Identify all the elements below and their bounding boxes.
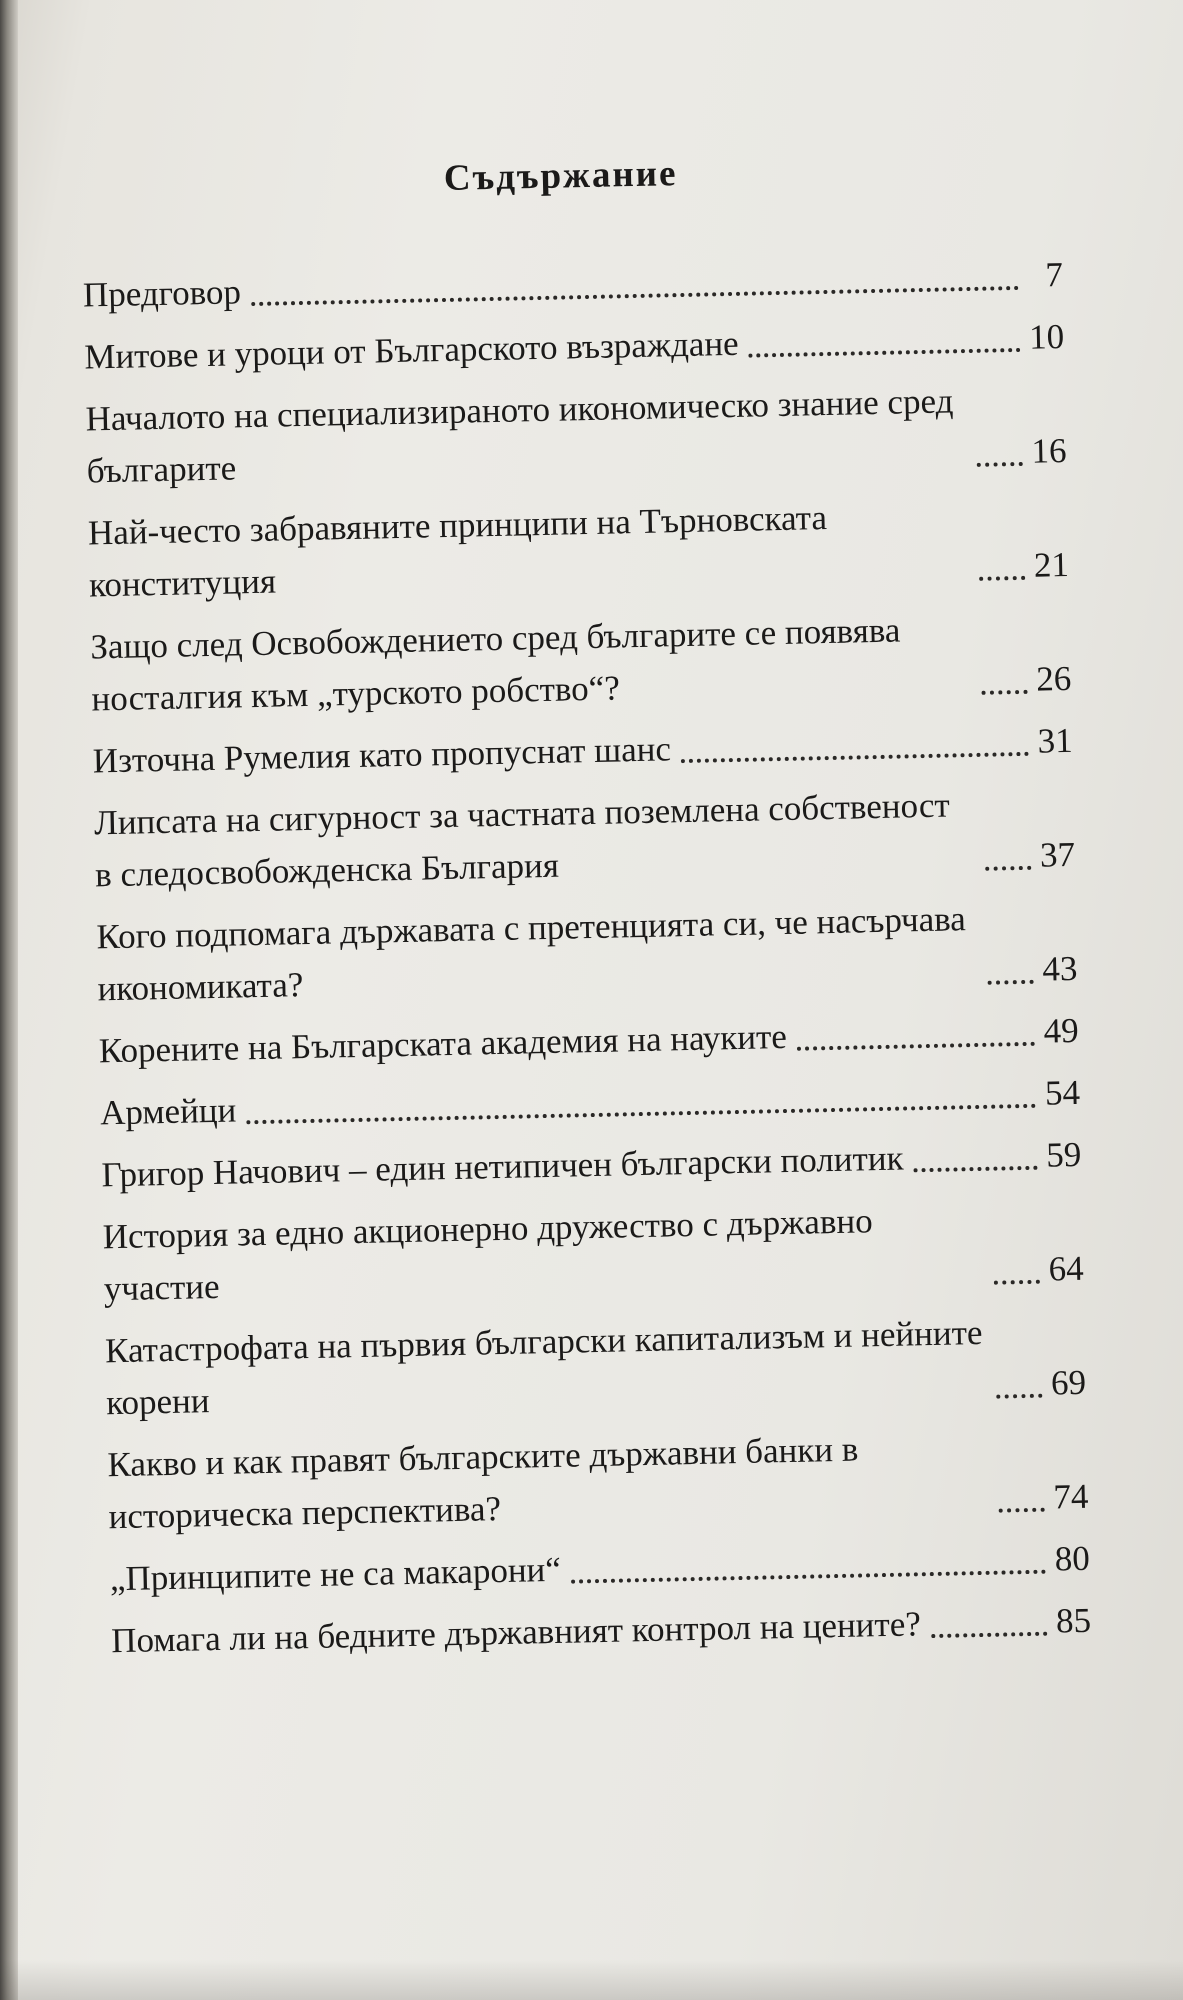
toc-entry — [92, 715, 1073, 788]
toc-dot-leader — [999, 1508, 1045, 1513]
toc-entry — [107, 1419, 1089, 1544]
toc-entry — [83, 249, 1064, 322]
toc-entry-page: 26 — [1035, 658, 1072, 699]
toc-entry-page: 21 — [1033, 544, 1070, 585]
toc-entry-page: 59 — [1045, 1134, 1082, 1175]
toc-dot-leader — [914, 1166, 1038, 1173]
toc-entry-page: 54 — [1044, 1072, 1081, 1113]
toc-entry — [87, 487, 1069, 612]
toc-entry — [94, 777, 1076, 902]
toc-entry — [96, 891, 1078, 1016]
toc-entry-title: Най-често забравяните принципи на Търновската конституция — [87, 498, 828, 605]
toc-entry-page: 7 — [1044, 255, 1064, 295]
toc-entry — [111, 1595, 1092, 1668]
toc-dot-leader — [797, 1042, 1035, 1051]
toc-dot-leader — [977, 462, 1023, 467]
toc-entry-page: 80 — [1054, 1538, 1091, 1579]
page-binding-shadow — [0, 0, 18, 2000]
toc-entry — [101, 1129, 1082, 1202]
toc-entry-page: 10 — [1028, 317, 1065, 357]
toc-list — [83, 249, 1092, 1677]
toc-entry — [90, 601, 1072, 726]
toc-entry — [85, 373, 1067, 498]
toc-entry — [105, 1305, 1087, 1430]
toc-entry — [84, 311, 1065, 384]
toc-entry-title: Митове и уроци от Българското възраждане — [83, 323, 740, 377]
toc-entry-title: Катастрофата на първия български капитализъм и нейните корени — [104, 1312, 983, 1423]
toc-entry-page: 85 — [1055, 1600, 1092, 1641]
toc-entry-page: 37 — [1039, 834, 1076, 875]
toc-entry-title: Източна Румелия като пропуснат шанс — [92, 729, 672, 781]
toc-entry-page: 16 — [1031, 430, 1067, 471]
toc-entry-title: „Принципите не са макарони“ — [109, 1549, 562, 1599]
toc-entry-title: Григор Начович – един нетипичен български политик — [101, 1138, 904, 1195]
toc-content — [60, 129, 1092, 1661]
toc-entry-page: 31 — [1037, 720, 1073, 761]
toc-entry-page: 43 — [1041, 948, 1078, 989]
toc-dot-leader — [996, 1394, 1042, 1399]
toc-entry-title: Армейци — [99, 1090, 237, 1133]
toc-entry-page: 64 — [1048, 1248, 1085, 1289]
toc-entry — [109, 1533, 1090, 1606]
toc-entry-title: Предговор — [82, 272, 242, 315]
toc-entry-title: Началото на специализираното икономическо знание сред българите — [85, 381, 954, 491]
toc-dot-leader — [251, 286, 1019, 306]
toc-dot-leader — [246, 1104, 1036, 1125]
toc-entry-title: Какво и как правят българските държавни банки в историческа перспектива? — [107, 1429, 859, 1537]
toc-entry-title: Липсата на сигурност за частната поземлена собственост в следосвобожденска България — [93, 785, 951, 895]
toc-dot-leader — [749, 348, 1021, 358]
toc-dot-leader — [985, 866, 1031, 871]
toc-dot-leader — [571, 1570, 1046, 1584]
toc-entry-title: Кого подпомага държавата с претенцията си, че насърчава икономиката? — [96, 899, 967, 1009]
page-bottom-shadow — [0, 1960, 1183, 2000]
toc-entry — [102, 1191, 1084, 1316]
toc-dot-leader — [979, 576, 1025, 581]
toc-dot-leader — [988, 980, 1034, 985]
toc-entry-title: Защо след Освобождението сред българите се появява носталгия към „турското робство“? — [90, 610, 901, 719]
toc-title: Съдържание — [443, 153, 678, 199]
toc-entry-page: 49 — [1043, 1010, 1080, 1051]
toc-entry-page: 69 — [1050, 1362, 1087, 1403]
toc-dot-leader — [994, 1280, 1040, 1285]
toc-entry-title: Корените на Българската академия на науките — [98, 1016, 788, 1071]
toc-entry — [98, 1005, 1079, 1078]
toc-entry — [100, 1067, 1081, 1140]
toc-dot-leader — [931, 1632, 1047, 1638]
toc-dot-leader — [681, 752, 1029, 763]
toc-dot-leader — [982, 690, 1028, 695]
toc-entry-title: Помага ли на бедните държавният контрол на цените? — [110, 1604, 922, 1661]
toc-entry-page: 74 — [1053, 1476, 1089, 1517]
toc-entry-title: История за едно акционерно дружество с държавно участие — [102, 1201, 873, 1309]
